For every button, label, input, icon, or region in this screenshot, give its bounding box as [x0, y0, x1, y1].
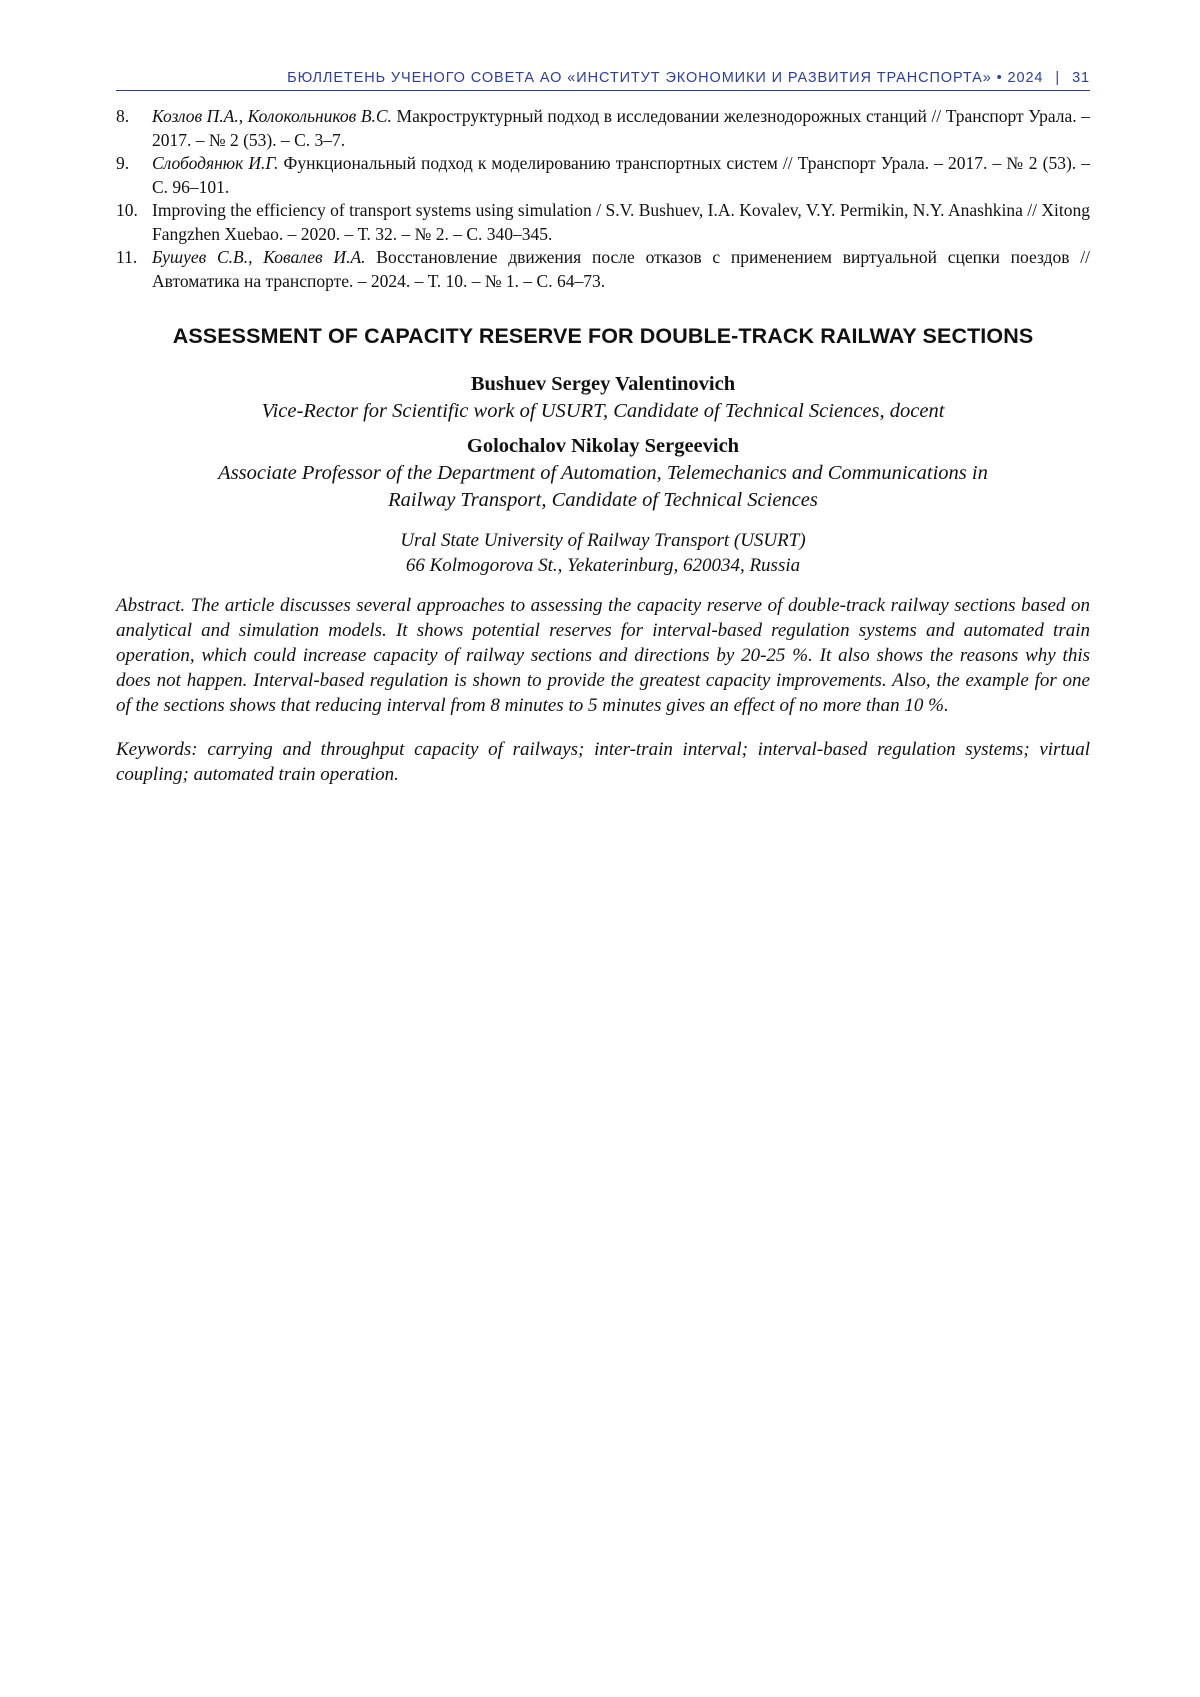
author-position-line: Railway Transport, Candidate of Technical Sciences — [116, 487, 1090, 514]
reference-number: 8. — [116, 105, 152, 152]
abstract: Abstract. The article discusses several approaches to assessing the capacity reserve of double-track railway sections based on analytical and simulation models. It shows potential reserves for interval-based regulation systems and automated train operation, which could increase capacity of railway sections and directions by 20-25 %. It also shows the reasons why this does not happen. Interval-based regulation is shown to provide the greatest capacity improvements. Also, the example for one of the sections shows that reducing interval from 8 minutes to 5 minutes gives an effect of no more than 10 %. — [116, 593, 1090, 718]
page-number: 31 — [1072, 70, 1090, 86]
page — [116, 70, 1090, 806]
reference-details: Improving the efficiency of transport systems using simulation / S.V. Bushuev, I.A. Kovalev, V.Y. Permikin, N.Y. Anashkina // Xitong Fangzhen Xuebao. – 2020. – Т. 32. – № 2. – С. 340–345. — [152, 200, 1090, 244]
author-position — [116, 460, 1090, 514]
reference-item — [116, 199, 1090, 246]
affiliation-address: 66 Kolmogorova St., Yekaterinburg, 620034, Russia — [116, 553, 1090, 578]
author-position: Vice-Rector for Scientific work of USURT, Candidate of Technical Sciences, docent — [116, 398, 1090, 425]
reference-number: 9. — [116, 152, 152, 199]
reference-authors: Козлов П.А., Колокольников В.С. — [152, 106, 392, 126]
keywords: Keywords: carrying and throughput capacity of railways; inter-train interval; interval-based regulation systems; virtual coupling; automated train operation. — [116, 737, 1090, 787]
running-header — [116, 70, 1090, 91]
reference-item — [116, 152, 1090, 199]
header-separator: | — [1055, 70, 1060, 86]
author-name: Golochalov Nikolay Sergeevich — [116, 433, 1090, 460]
author-position-line: Associate Professor of the Department of Automation, Telemechanics and Communications in — [116, 460, 1090, 487]
journal-title: БЮЛЛЕТЕНЬ УЧЕНОГО СОВЕТА АО «ИНСТИТУТ ЭКОНОМИКИ И РАЗВИТИЯ ТРАНСПОРТА» • 2024 — [287, 70, 1043, 86]
reference-number: 10. — [116, 199, 152, 246]
reference-text — [152, 152, 1090, 199]
reference-text — [152, 246, 1090, 293]
reference-text — [152, 105, 1090, 152]
reference-details: Восстановление движения после отказов с применением виртуальной сцепки поездов // Автоматика на транспорте. – 2024. – Т. 10. – № 1. – С. 64–73. — [152, 247, 1090, 291]
reference-authors: Бушуев С.В., Ковалев И.А. — [152, 247, 366, 267]
reference-number: 11. — [116, 246, 152, 293]
reference-item — [116, 105, 1090, 152]
reference-authors: Слободянюк И.Г. — [152, 153, 278, 173]
affiliation-institution: Ural State University of Railway Transport (USURT) — [116, 528, 1090, 553]
affiliation — [116, 528, 1090, 578]
reference-details: Функциональный подход к моделированию транспортных систем // Транспорт Урала. – 2017. – № 2 (53). – С. 96–101. — [152, 153, 1090, 197]
reference-list — [116, 105, 1090, 293]
reference-text — [152, 199, 1090, 246]
article-title: ASSESSMENT OF CAPACITY RESERVE FOR DOUBLE-TRACK RAILWAY SECTIONS — [116, 324, 1090, 349]
author-name: Bushuev Sergey Valentinovich — [116, 371, 1090, 398]
reference-details: Макроструктурный подход в исследовании железнодорожных станций // Транспорт Урала. – 2017. – № 2 (53). – С. 3–7. — [152, 106, 1090, 150]
reference-item — [116, 246, 1090, 293]
